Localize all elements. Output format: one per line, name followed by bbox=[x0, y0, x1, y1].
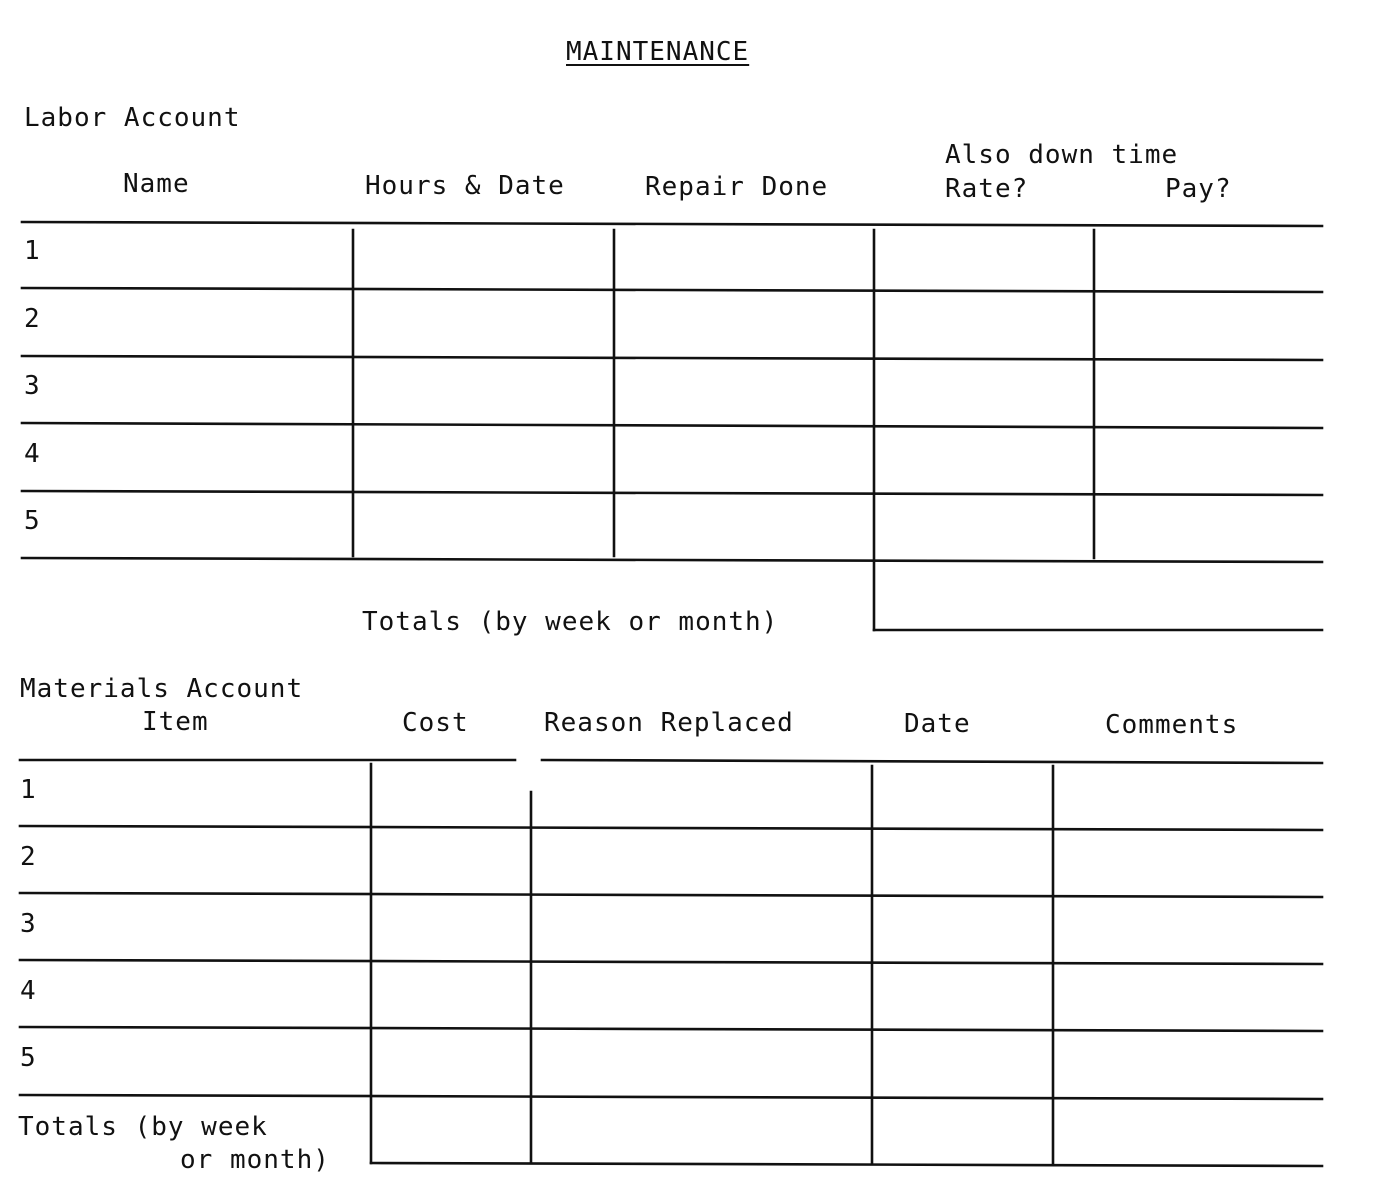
labor-account-heading: Labor Account bbox=[24, 103, 241, 133]
labor-column-repair-done: Repair Done bbox=[645, 172, 829, 202]
materials-row-rule bbox=[20, 893, 1322, 897]
materials-row-rule bbox=[20, 960, 1322, 964]
labor-row-rule bbox=[22, 558, 1322, 562]
labor-totals-label: Totals (by week or month) bbox=[362, 607, 779, 637]
materials-row-rule bbox=[20, 826, 1322, 830]
materials-row-number: 1 bbox=[20, 775, 37, 805]
labor-column-pay: Pay? bbox=[1165, 174, 1232, 204]
page-title: MAINTENANCE bbox=[566, 37, 750, 67]
labor-row-rule bbox=[22, 491, 1322, 495]
labor-row-rule bbox=[22, 423, 1322, 428]
materials-header-rule bbox=[542, 760, 1322, 763]
materials-row-number: 3 bbox=[20, 909, 37, 939]
labor-row-number: 2 bbox=[24, 304, 41, 334]
materials-account-heading: Materials Account bbox=[20, 674, 304, 704]
materials-totals-label-line1: Totals (by week bbox=[18, 1112, 268, 1142]
labor-row-rule bbox=[22, 356, 1322, 360]
labor-row-number: 3 bbox=[24, 371, 41, 401]
labor-row-number: 4 bbox=[24, 439, 41, 469]
labor-column-name: Name bbox=[123, 169, 190, 199]
materials-column-reason-replaced: Reason Replaced bbox=[544, 708, 794, 738]
materials-column-cost: Cost bbox=[402, 708, 469, 738]
labor-row-rule bbox=[22, 288, 1322, 292]
materials-row-rule bbox=[20, 1095, 1322, 1099]
materials-column-date: Date bbox=[904, 709, 971, 739]
labor-header-rule bbox=[22, 222, 1322, 226]
materials-row-number: 5 bbox=[20, 1043, 37, 1073]
labor-row-number: 5 bbox=[24, 506, 41, 536]
materials-totals-label-line2: or month) bbox=[180, 1145, 330, 1175]
materials-column-item: Item bbox=[142, 707, 209, 737]
materials-totals-rule bbox=[371, 1163, 1322, 1166]
labor-column-rate: Rate? bbox=[945, 174, 1029, 204]
labor-row-number: 1 bbox=[24, 236, 41, 266]
materials-column-comments: Comments bbox=[1105, 710, 1239, 740]
labor-column-hours-date: Hours & Date bbox=[365, 171, 565, 201]
materials-row-number: 2 bbox=[20, 842, 37, 872]
materials-row-number: 4 bbox=[20, 976, 37, 1006]
labor-column-also-down-time: Also down time bbox=[945, 140, 1179, 170]
materials-row-rule bbox=[20, 1027, 1322, 1031]
